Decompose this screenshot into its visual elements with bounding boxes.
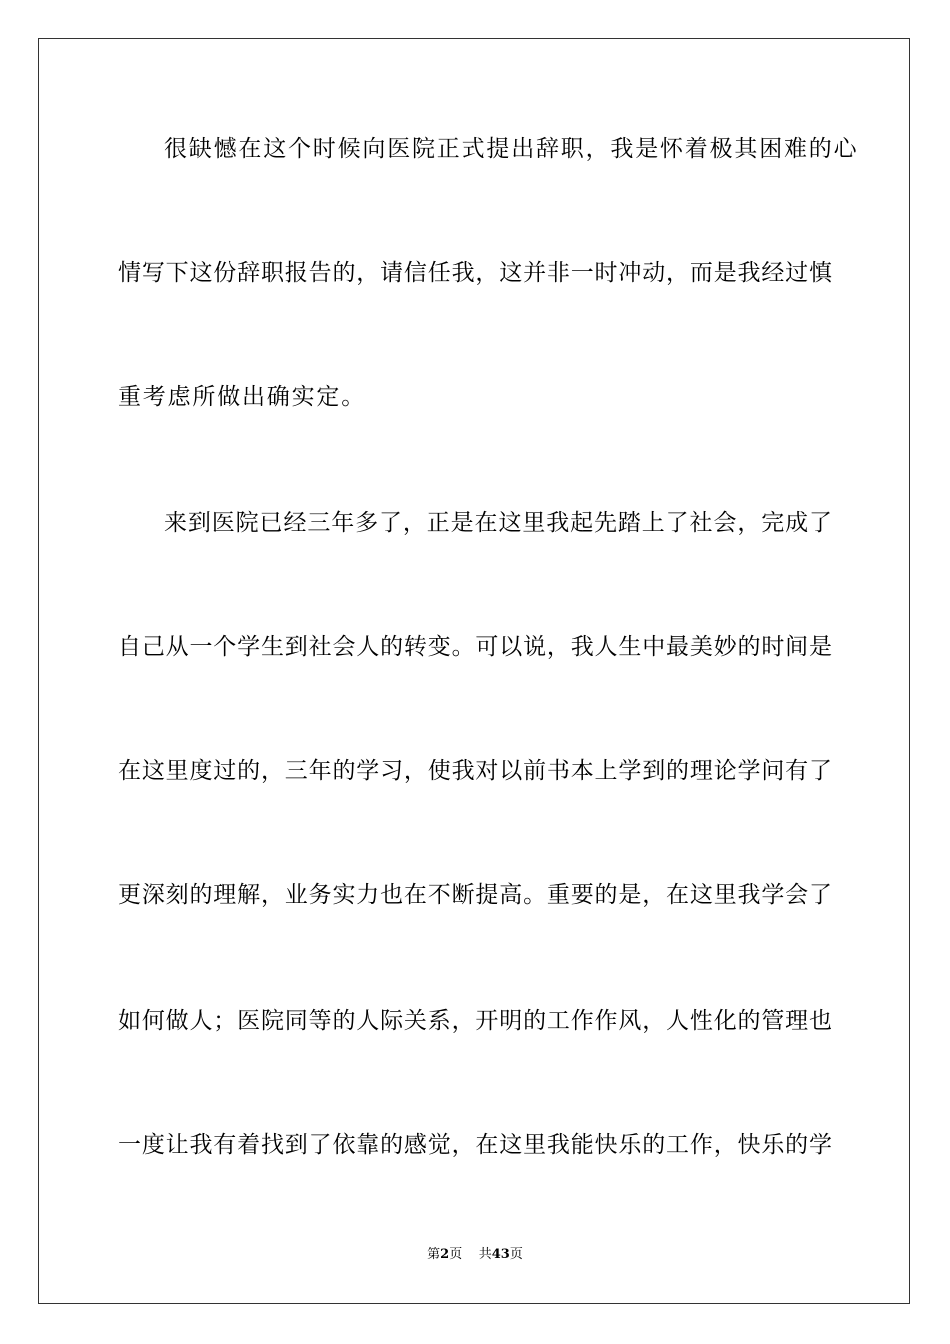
page-frame [38,38,910,1304]
page-footer [0,1246,950,1264]
paragraph-2-line-4: 更深刻的理解，业务实力也在不断提高。重要的是，在这里我学会了 [118,882,832,908]
page-prefix: 第 [427,1247,441,1262]
total-prefix: 共 [478,1247,492,1262]
total-suffix: 页 [509,1247,523,1262]
page-suffix: 页 [449,1247,463,1262]
paragraph-2-line-1: 来到医院已经三年多了，正是在这里我起先踏上了社会，完成了 [164,510,832,536]
paragraph-1-line-2: 情写下这份辞职报告的，请信任我，这并非一时冲动，而是我经过慎 [118,260,832,286]
page-number: 2 [440,1247,450,1262]
paragraph-1-line-3: 重考虑所做出确实定。 [118,384,366,410]
paragraph-2-line-3: 在这里度过的，三年的学习，使我对以前书本上学到的理论学问有了 [118,758,832,784]
paragraph-2-line-6: 一度让我有着找到了依靠的感觉，在这里我能快乐的工作，快乐的学 [118,1132,832,1158]
paragraph-1-line-1: 很缺憾在这个时候向医院正式提出辞职，我是怀着极其困难的心 [164,136,859,162]
paragraph-2-line-2: 自己从一个学生到社会人的转变。可以说，我人生中最美妙的时间是 [118,634,832,660]
paragraph-2-line-5: 如何做人；医院同等的人际关系，开明的工作作风，人性化的管理也 [118,1008,832,1034]
total-pages: 43 [491,1247,510,1262]
